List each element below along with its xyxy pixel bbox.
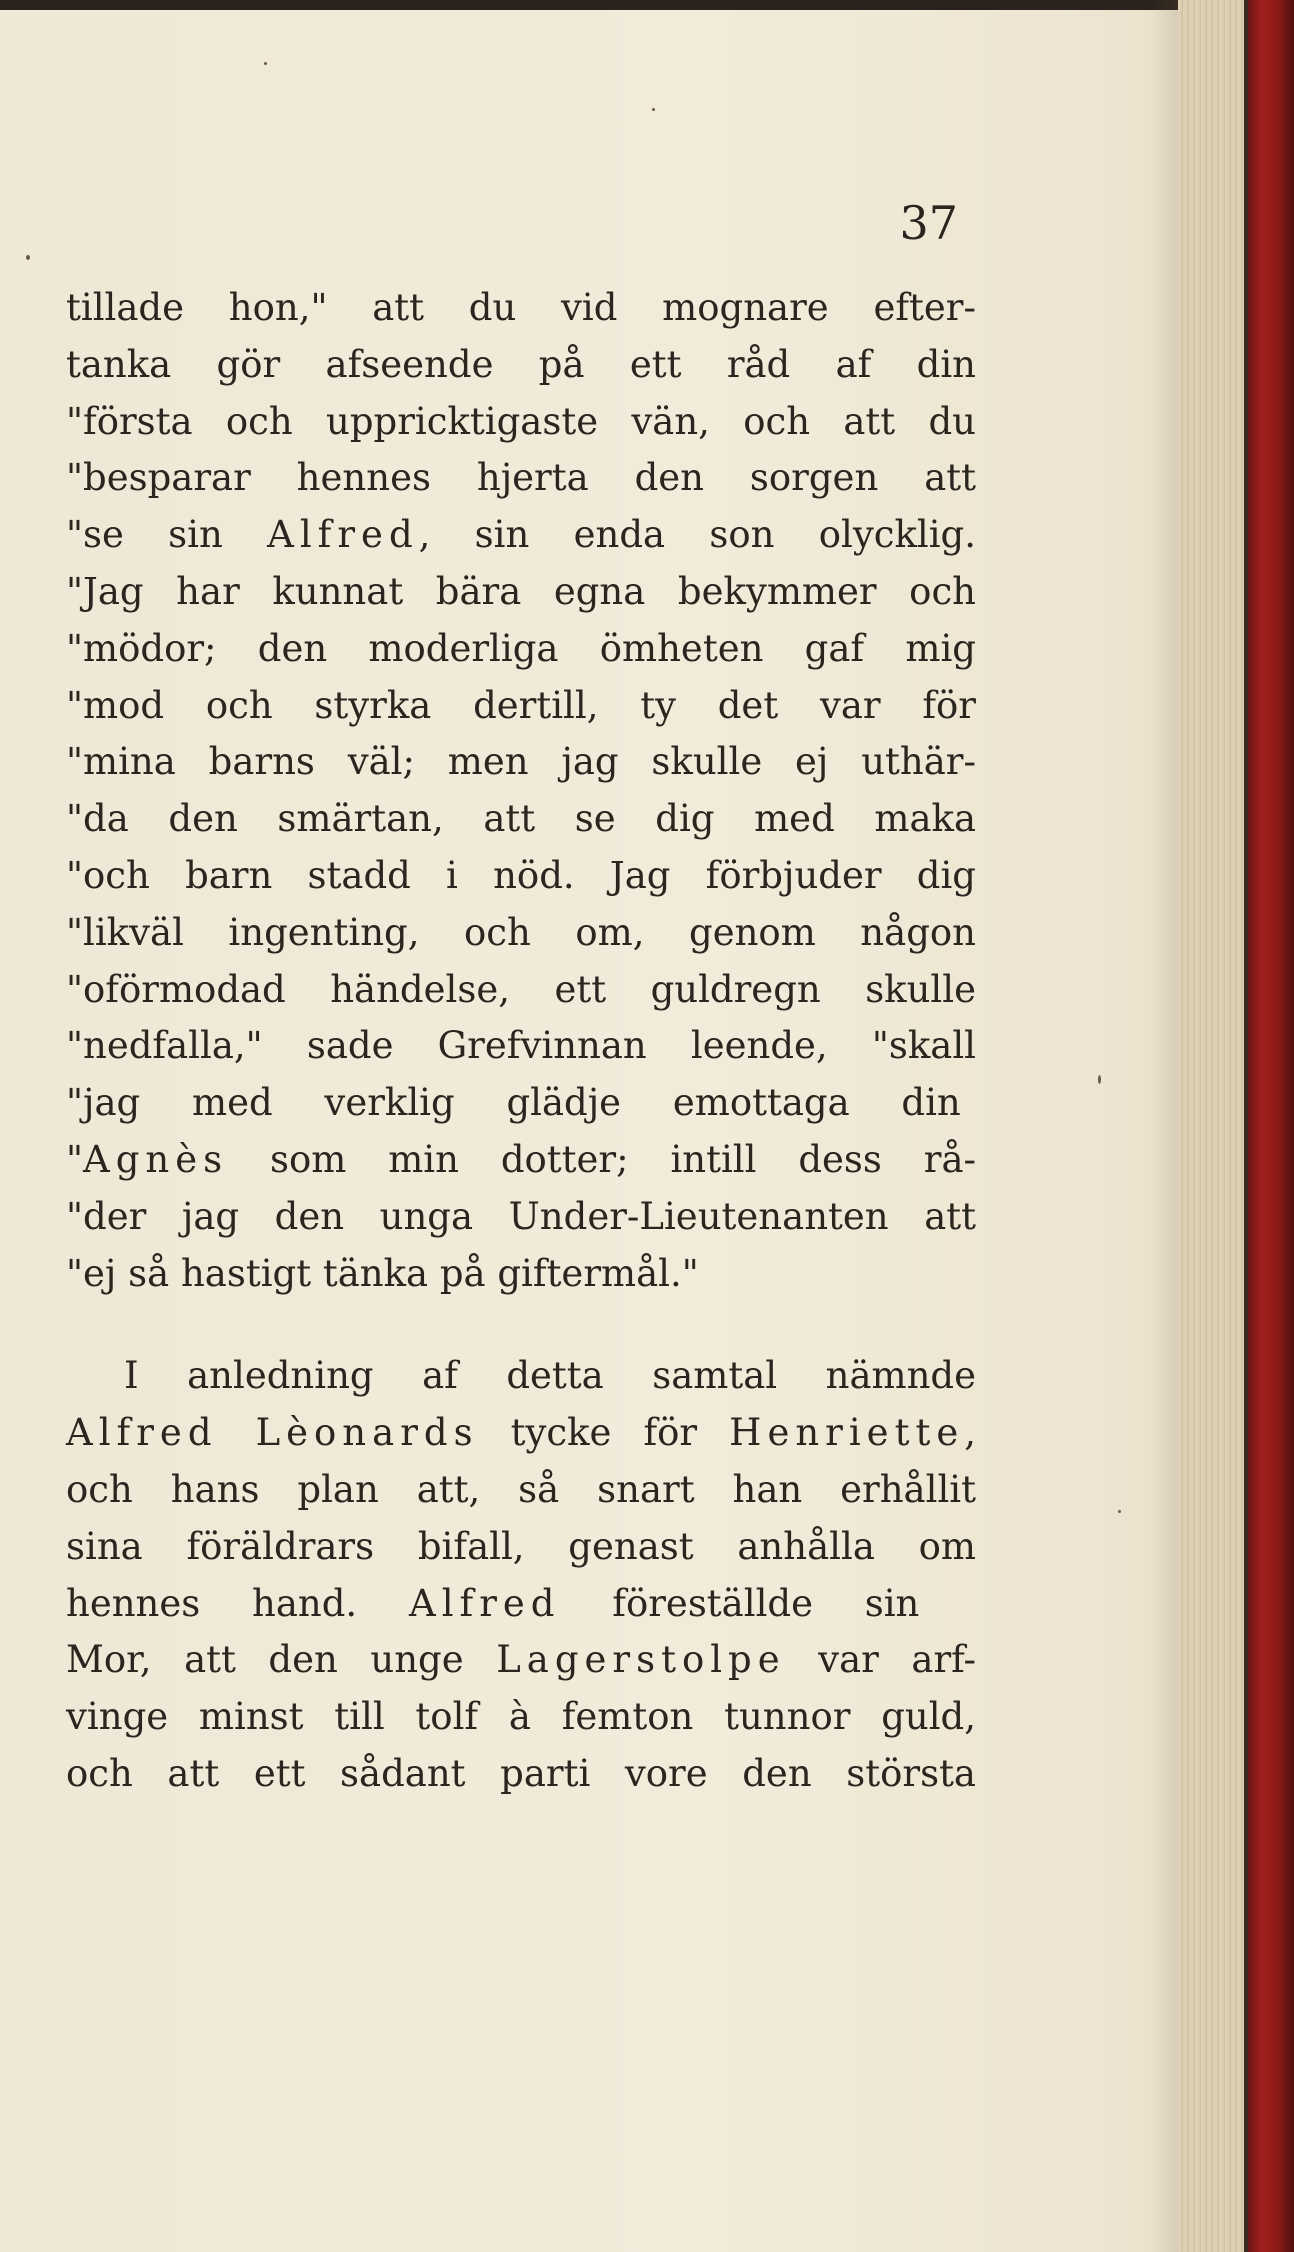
text-line: sina föräldrars bifall, genast anhålla om bbox=[66, 1524, 976, 1568]
text-line: "och barn stadd i nöd. Jag förbjuder dig bbox=[66, 853, 976, 897]
text-line: "mod och styrka dertill, ty det var för bbox=[66, 683, 976, 727]
body-text bbox=[66, 280, 976, 1803]
text-line: "oförmodad händelse, ett guldregn skulle bbox=[66, 967, 976, 1011]
page-number: 37 bbox=[899, 196, 958, 250]
paper-speck bbox=[1118, 1510, 1121, 1513]
paragraph-gap bbox=[66, 1302, 976, 1348]
text-line: "se sin Alfred, sin enda son olycklig. bbox=[66, 513, 976, 557]
text-line: "jag med verklig glädje emottaga din bbox=[66, 1081, 961, 1125]
text-line: Alfred Lèonards tycke för Henriette, bbox=[66, 1411, 976, 1455]
paragraph-2 bbox=[66, 1348, 976, 1802]
text-line: "Jag har kunnat bära egna bekymmer och bbox=[66, 569, 976, 613]
text-line: "Agnès som min dotter; intill dess rå- bbox=[66, 1137, 976, 1181]
text-line: och hans plan att, så snart han erhållit bbox=[66, 1467, 976, 1511]
text-line: vinge minst till tolf à femton tunnor guld, bbox=[66, 1695, 976, 1739]
text-line: tillade hon," att du vid mognare efter- bbox=[66, 286, 976, 329]
text-line: och att ett sådant parti vore den största bbox=[66, 1751, 976, 1795]
paper-speck bbox=[26, 255, 30, 260]
text-line: "der jag den unga Under-Lieutenanten att bbox=[66, 1194, 976, 1238]
text-line: I anledning af detta samtal nämnde bbox=[124, 1354, 976, 1398]
text-line: hennes hand. Alfred föreställde sin bbox=[66, 1581, 920, 1625]
text-line: "da den smärtan, att se dig med maka bbox=[66, 797, 976, 841]
name-emphasis: Alfred Lèonards bbox=[66, 1411, 479, 1455]
paper-speck bbox=[264, 62, 267, 65]
name-emphasis: Alfred bbox=[267, 513, 419, 557]
text-line: "besparar hennes hjerta den sorgen att bbox=[66, 456, 976, 500]
top-edge bbox=[0, 0, 1294, 10]
name-emphasis: Agnès bbox=[83, 1137, 229, 1181]
text-line: tanka gör afseende på ett råd af din bbox=[66, 342, 976, 386]
text-line: "ej så hastigt tänka på giftermål." bbox=[66, 1251, 699, 1295]
paper-speck bbox=[652, 108, 655, 111]
name-emphasis: Lagerstolpe bbox=[496, 1638, 786, 1682]
text-line: "likväl ingenting, och om, genom någon bbox=[66, 910, 976, 954]
text-line: "nedfalla," sade Grefvinnan leende, "skall bbox=[66, 1024, 976, 1068]
paper-speck bbox=[1098, 1075, 1101, 1084]
page-edges bbox=[1178, 0, 1248, 2252]
text-line: "första och uppricktigaste vän, och att du bbox=[66, 399, 976, 443]
name-emphasis: Henriette bbox=[729, 1411, 965, 1455]
gutter-shadow bbox=[1150, 0, 1180, 2252]
text-line: "mödor; den moderliga ömheten gaf mig bbox=[66, 626, 976, 670]
red-binding bbox=[1248, 0, 1294, 2252]
text-line: Mor, att den unge Lagerstolpe var arf- bbox=[66, 1638, 977, 1682]
name-emphasis: Alfred bbox=[408, 1581, 561, 1625]
text-line: "mina barns väl; men jag skulle ej uthär- bbox=[66, 740, 976, 784]
paragraph-1 bbox=[66, 280, 976, 1302]
